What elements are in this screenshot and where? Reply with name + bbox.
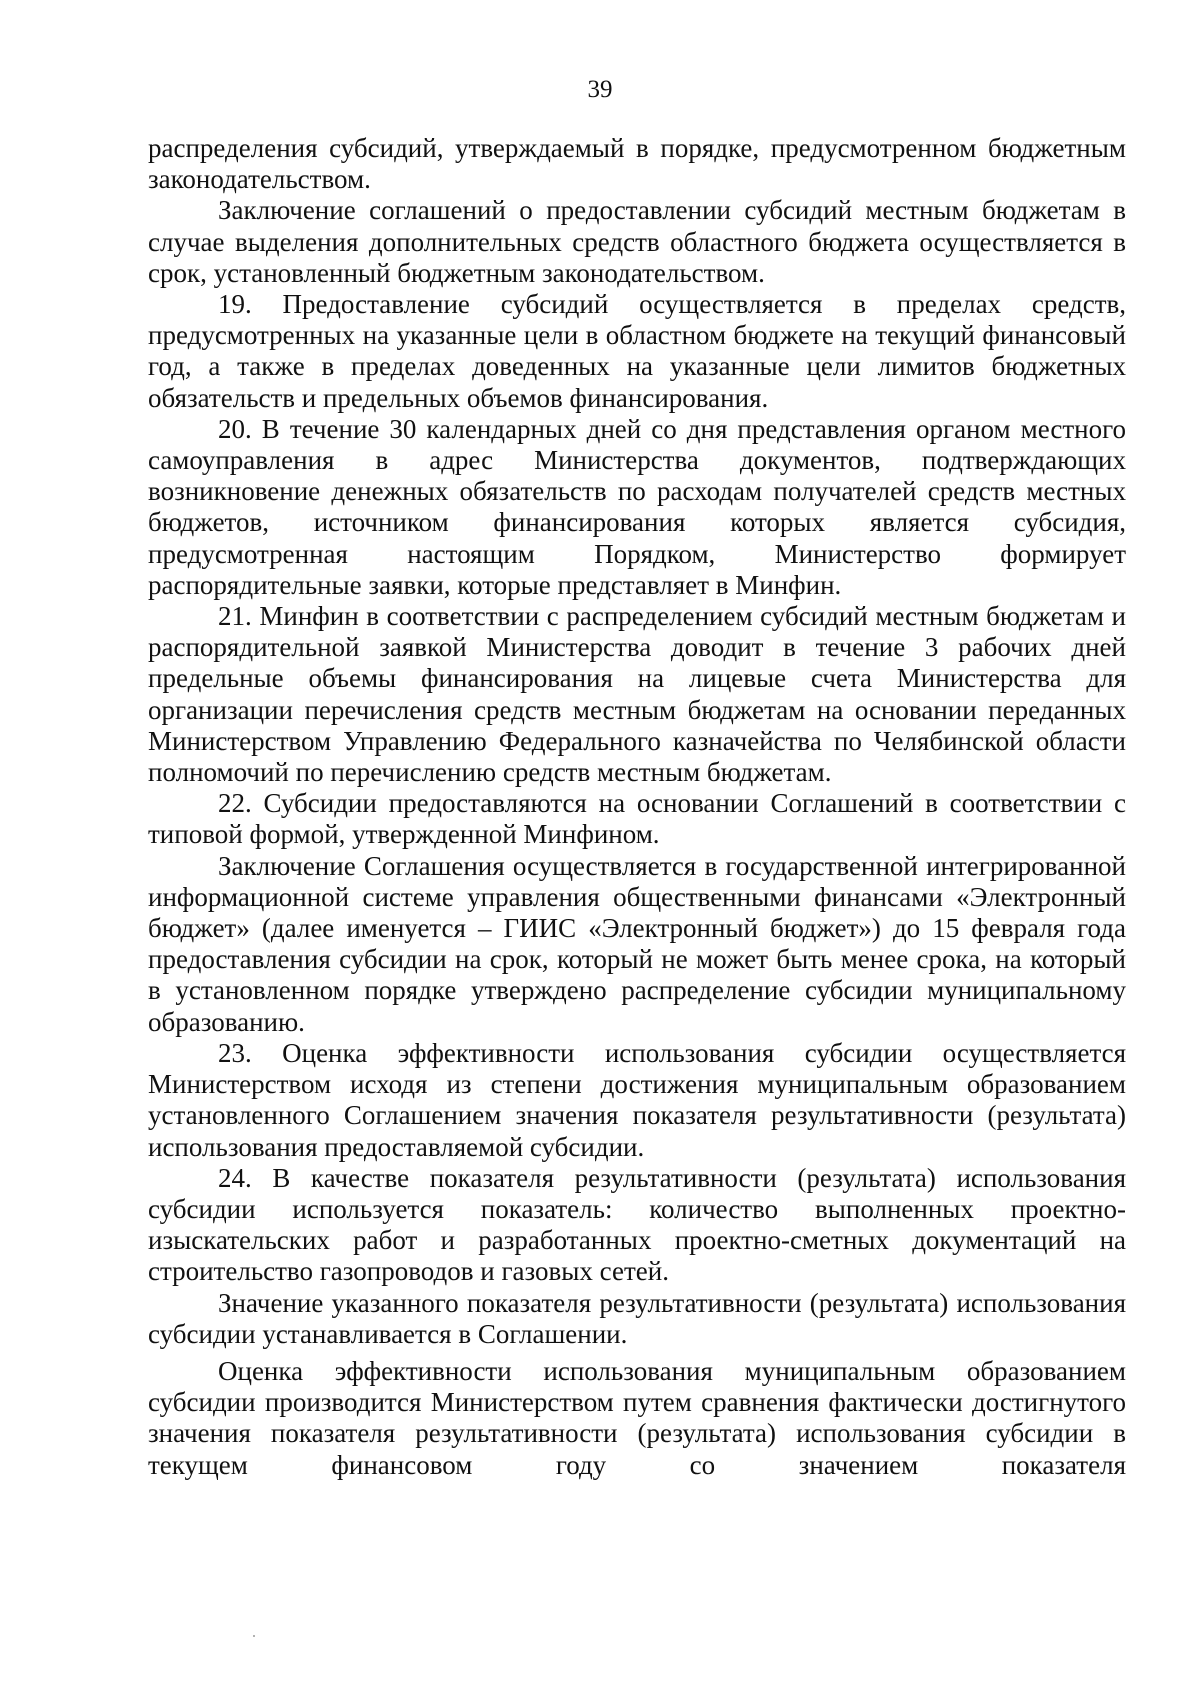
scan-speck [253,1635,255,1637]
paragraph-indicator-value: Значение указанного показателя результативности (результата) использования субсидии устанавливается в Соглашении. [148,1287,1126,1349]
paragraph-efficiency-evaluation: Оценка эффективности использования муниципальным образованием субсидии производится Министерством путем сравнения фактически достигнутого значения показателя результативности (результата) использования субсидии в текущем финансовом году со значением показателя [148,1355,1126,1480]
paragraph-item-22: 22. Субсидии предоставляются на основании Соглашений в соответствии с типовой формой, утвержденной Минфином. [148,788,1126,850]
page-number: 39 [587,76,613,103]
paragraph-item-19: 19. Предоставление субсидий осуществляется в пределах средств, предусмотренных на указанные цели в областном бюджете на текущий финансовый год, а также в пределах доведенных на указанные цели лимитов бюджетных обязательств и предельных объемов финансирования. [148,289,1126,413]
paragraph-item-23: 23. Оценка эффективности использования субсидии осуществляется Министерством исходя из степени достижения муниципальным образованием установленного Соглашением значения показателя результативности (результата) использования предоставляемой субсидии. [148,1037,1126,1162]
paragraph-continuation: распределения субсидий, утверждаемый в порядке, предусмотренном бюджетным законодательством. [148,133,1126,195]
paragraph-agreements-additional-funds: Заключение соглашений о предоставлении субсидий местным бюджетам в случае выделения дополнительных средств областного бюджета осуществляется в срок, установленный бюджетным законодательством. [148,195,1126,288]
paragraph-item-21: 21. Минфин в соответствии с распределением субсидий местным бюджетам и распорядительной заявкой Министерства доводит в течение 3 рабочих дней предельные объемы финансирования на лицевые счета Министерства для организации перечисления средств местным бюджетам на основании переданных Министерством Управлению Федерального казначейства по Челябинской области полномочий по перечислению средств местным бюджетам. [148,601,1126,788]
paragraph-item-20: 20. В течение 30 календарных дней со дня представления органом местного самоуправления в адрес Министерства документов, подтверждающих возникновение денежных обязательств по расходам получателей средств местных бюджетов, источником финансирования которых является субсидия, предусмотренная настоящим Порядком, Министерство формирует распорядительные заявки, которые представляет в Минфин. [148,413,1126,600]
document-body [148,133,1126,1481]
paragraph-agreement-conclusion: Заключение Соглашения осуществляется в государственной интегрированной информационной системе управления общественными финансами «Электронный бюджет» (далее именуется – ГИИС «Электронный бюджет») до 15 февраля года предоставления субсидии на срок, который не может быть менее срока, на который в установленном порядке утверждено распределение субсидии муниципальному образованию. [148,850,1126,1037]
paragraph-item-24: 24. В качестве показателя результативности (результата) использования субсидии используется показатель: количество выполненных проектно-изыскательских работ и разработанных проектно-сметных документаций на строительство газопроводов и газовых сетей. [148,1162,1126,1287]
